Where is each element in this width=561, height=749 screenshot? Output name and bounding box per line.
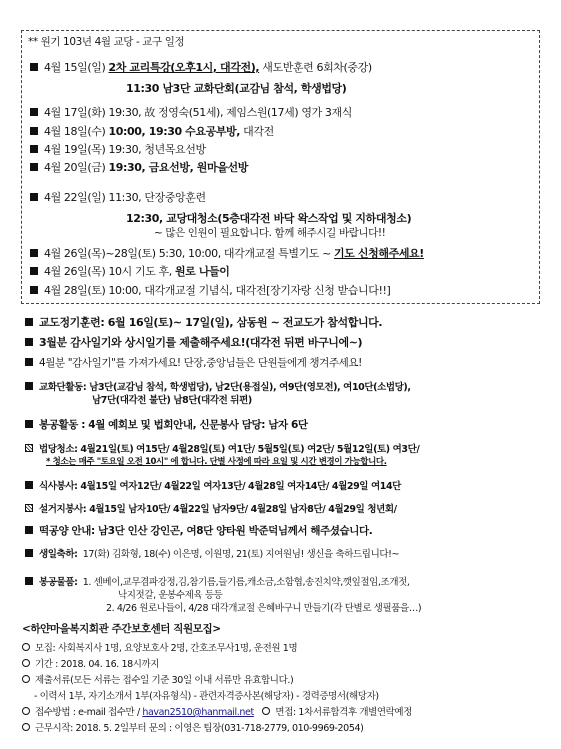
circle-bullet-icon (22, 643, 30, 651)
circle-bullet-icon (22, 675, 30, 683)
schedule-item: 4월 17일(화) 19:30, 故 정영숙(51세), 제임스원(17세) 영가 3재식 (30, 105, 352, 120)
notice-item: 4월분 "감사일기"를 가져가세요! 단장,중앙님들은 단원들에게 챙겨주세요! (25, 356, 362, 371)
recruit-item: 기간 : 2018. 04. 16. 18시까지 (22, 657, 159, 672)
schedule-item: 4월 22일(일) 11:30, 단장중앙훈련 (30, 190, 206, 205)
schedule-item: 4월 26일(목)~28일(토) 5:30, 10:00, 대각개교절 특별기도 ~ 기도 신청해주세요! (30, 246, 424, 261)
schedule-item: 4월 15일(일) 2차 교리특강(오후1시, 대각전), 새도반훈련 6회차(중강) (30, 60, 372, 75)
notice-item: 법당청소: 4월21일(토) 여15단/ 4월28일(토) 여1단/ 5월5일(토) 여2단/ 5월12일(토) 여3단/ (25, 442, 419, 457)
notice-item: 떡공양 안내: 남3단 인산 강인곤, 여8단 양타원 박준덕님께서 해주셨습니다. (25, 524, 372, 539)
square-bullet-icon (25, 577, 33, 585)
notice-item-cont: 낙지젓갈, 운봉수제육 등등 (118, 590, 223, 601)
schedule-title: ** 원기 103년 4월 교당 - 교구 일정 (28, 36, 185, 48)
square-bullet-icon (25, 526, 33, 534)
notice-item: 교도정기훈련: 6월 16일(토)~ 17일(일), 삼동원 ~ 전교도가 참석합니다. (25, 315, 382, 330)
schedule-item-note: ~ 많은 인원이 필요합니다. 함께 해주시길 바랍니다!! (154, 227, 386, 239)
square-bullet-icon (25, 338, 33, 346)
circle-bullet-icon (22, 707, 30, 715)
square-bullet-icon (25, 420, 33, 428)
square-bullet-icon (25, 382, 33, 390)
recruit-item: 근무시작: 2018. 5. 2일부터 문의 : 이영은 팀장(031-718-2779, 010-9969-2054) (22, 721, 363, 736)
recruit-item-cont: - 이력서 1부, 자기소개서 1부(자유형식) - 관련자격증사본(해당자) - 경력증명서(해당자) (34, 691, 379, 702)
square-bullet-icon (30, 127, 38, 135)
notice-item-cont: 남7단(대각전 불단) 남8단(대각전 뒤편) (92, 395, 252, 406)
square-bullet-icon (30, 108, 38, 116)
square-bullet-icon (25, 358, 33, 366)
square-bullet-icon (30, 249, 38, 257)
square-bullet-icon (25, 549, 33, 557)
schedule-item: 4월 26일(목) 10시 기도 후, 원로 나들이 (30, 264, 230, 279)
circle-bullet-icon (22, 659, 30, 667)
email-link[interactable]: havan2510@hanmail.net (142, 707, 254, 718)
notice-item: 설거지봉사: 4월15일 남자10단/ 4월22일 남자9단/ 4월28일 남자8단/ 4월29일 청년회/ (25, 502, 397, 517)
schedule-item: 4월 28일(토) 10:00, 대각개교절 기념식, 대각전[장기자랑 신청 받습니다!!] (30, 283, 390, 298)
notice-item: 봉공활동 : 4월 예회보 및 법회안내, 신문봉사 담당: 남자 6단 (25, 418, 308, 433)
square-bullet-icon (30, 163, 38, 171)
square-bullet-icon (30, 267, 38, 275)
schedule-item: 4월 18일(수) 10:00, 19:30 수요공부방, 대각전 (30, 124, 274, 139)
square-bullet-icon (30, 145, 38, 153)
notice-item-note: * 청소는 매주 "토요일 오전 10시" 에 합니다. 단별 사정에 따라 요일 및 시간 변경이 가능합니다. (46, 457, 387, 467)
schedule-item: 4월 19일(목) 19:30, 청년목요선방 (30, 142, 206, 157)
square-bullet-icon (25, 481, 33, 489)
hatched-square-bullet-icon (25, 444, 33, 452)
recruit-title: <하얀마을복지회관 주간보호센터 직원모집> (22, 623, 221, 635)
recruit-item: 모집: 사회복지사 1명, 요양보호사 2명, 간호조무사1명, 운전원 1명 (22, 641, 297, 656)
hatched-square-bullet-icon (25, 504, 33, 512)
notice-item-cont: 2. 4/26 원로나들이, 4/28 대각개교절 은혜바구니 만들기(각 단별로 생필품을…) (106, 603, 422, 614)
notice-item: 생일축하: 17(화) 김화형, 18(수) 이은명, 이원명, 21(토) 지여원님! 생신을 축하드립니다!~ (25, 547, 399, 562)
square-bullet-icon (30, 193, 38, 201)
recruit-item: 제출서류(모든 서류는 접수일 기준 30일 이내 서류만 유효합니다.) (22, 673, 293, 688)
square-bullet-icon (30, 63, 38, 71)
schedule-item: 4월 20일(금) 19:30, 금요선방, 원마을선방 (30, 160, 248, 175)
notice-item: 3월분 감사일기와 상시일기를 제출해주세요!(대각전 뒤편 바구니에~) (25, 335, 362, 350)
circle-bullet-icon (22, 723, 30, 731)
schedule-item-sub: 11:30 남3단 교화단회(교감님 참석, 학생법당) (126, 82, 347, 95)
square-bullet-icon (25, 318, 33, 326)
notice-item: 봉공물품: 1. 센베이,교무겸파강정,김,참기름,들기름,캐소금,소함협,송진치약,깻잎절임,조개젓, (25, 575, 410, 590)
recruit-item: 접수방법 : e-mail 접수만 / havan2510@hanmail.net 면접: 1차서류합격후 개별연락예정 (22, 705, 412, 720)
square-bullet-icon (30, 286, 38, 294)
notice-item: 식사봉사: 4월15일 여자12단/ 4월22일 여자13단/ 4월28일 여자14단/ 4월29일 여14단 (25, 479, 401, 494)
notice-item: 교화단활동: 남3단(교감님 참석, 학생법당), 남2단(용접실), 여9단(영모전), 여10단(소법당), (25, 380, 411, 395)
circle-bullet-icon (262, 707, 270, 715)
schedule-item-sub: 12:30, 교당대청소(5층대각전 바닥 왁스작업 및 지하대청소) (126, 212, 412, 225)
